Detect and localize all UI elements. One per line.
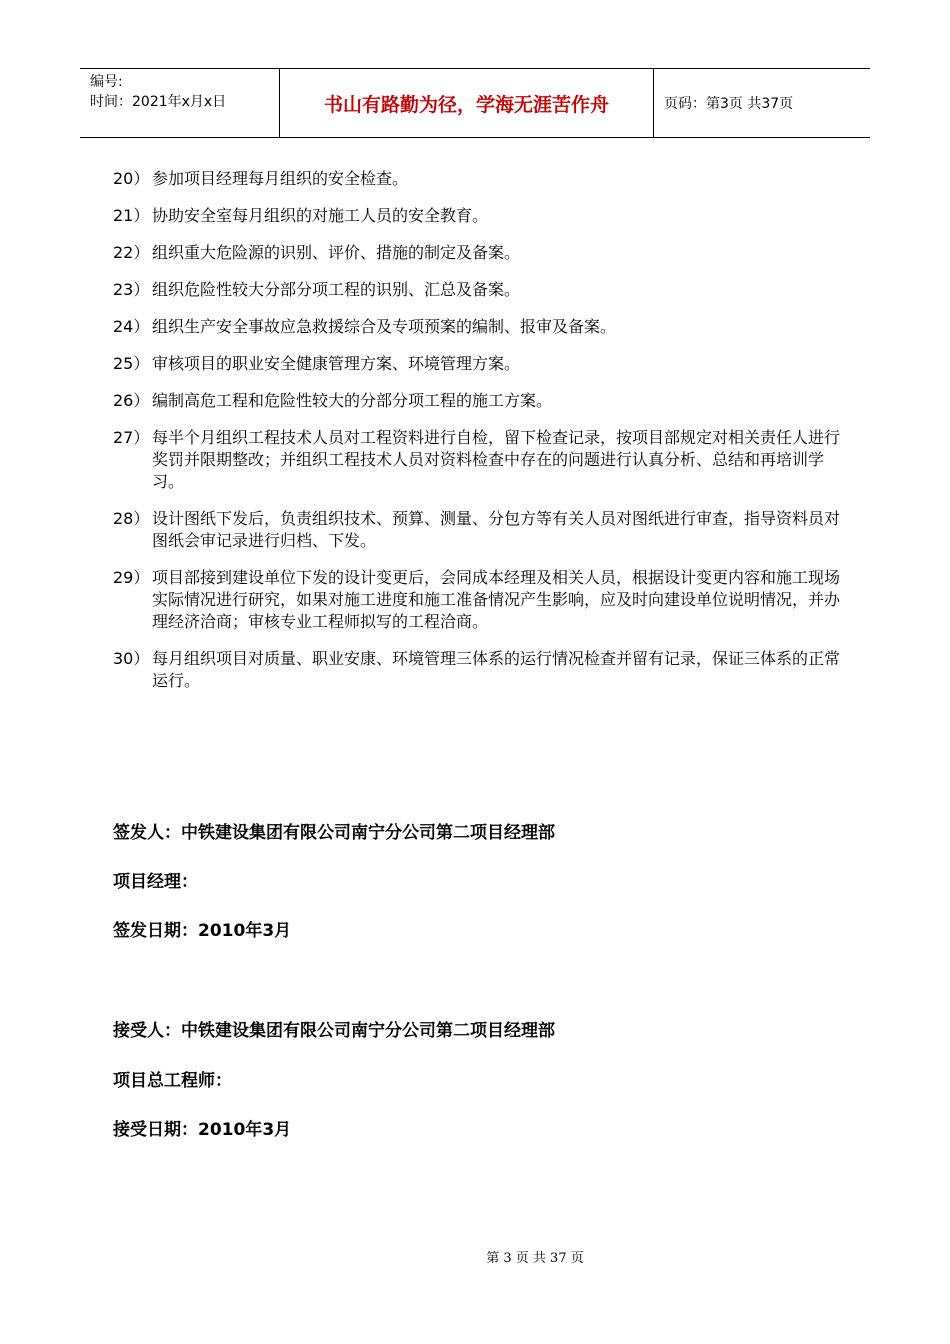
list-item: [113, 205, 843, 227]
item-text: 组织危险性较大分部分项工程的识别、汇总及备案。: [152, 280, 521, 299]
item-number: 20）: [113, 169, 150, 188]
item-number: 27）: [113, 428, 150, 447]
list-item: [113, 279, 843, 301]
item-number: 24）: [113, 317, 150, 336]
item-text: 每半个月组织工程技术人员对工程资料进行自检，留下检查记录，按项目部规定对相关责任人进行奖罚并限期整改；并组织工程技术人员对资料检查中存在的问题进行认真分析、总结和再培训学习。: [152, 428, 841, 491]
issue-date-line: 签发日期：2010年3月: [113, 921, 292, 941]
item-number: 28）: [113, 509, 150, 528]
item-text: 参加项目经理每月组织的安全检查。: [152, 169, 409, 188]
item-text: 组织生产安全事故应急救援综合及专项预案的编制、报审及备案。: [152, 317, 617, 336]
list-item: [113, 353, 843, 375]
list-item: [113, 316, 843, 338]
item-number: 26）: [113, 391, 150, 410]
list-item: [113, 567, 843, 633]
item-number: 23）: [113, 280, 150, 299]
chief-engineer-line: 项目总工程师：: [113, 1071, 232, 1091]
header-motto: 书山有路勤为径，学海无涯苦作舟: [280, 69, 654, 137]
list-item: [113, 242, 843, 264]
list-item: [113, 427, 843, 493]
list-item: [113, 648, 843, 692]
list-item: [113, 390, 843, 412]
receive-date-line: 接受日期：2010年3月: [113, 1120, 292, 1140]
time-label: 时间：2021年x月x日: [90, 94, 227, 110]
duty-list: [113, 168, 843, 707]
item-text: 组织重大危险源的识别、评价、措施的制定及备案。: [152, 243, 521, 262]
item-number: 22）: [113, 243, 150, 262]
issuer-line: 签发人：中铁建设集团有限公司南宁分公司第二项目经理部: [113, 823, 555, 843]
header-meta: [80, 69, 280, 137]
item-text: 协助安全室每月组织的对施工人员的安全教育。: [152, 206, 489, 225]
list-item: [113, 508, 843, 552]
page-header: [80, 68, 870, 138]
item-number: 21）: [113, 206, 150, 225]
project-manager-line: 项目经理：: [113, 872, 198, 892]
item-number: 30）: [113, 649, 150, 668]
list-item: [113, 168, 843, 190]
header-page-label: 页码：第3页 共37页: [664, 96, 794, 112]
item-text: 设计图纸下发后，负责组织技术、预算、测量、分包方等有关人员对图纸进行审查，指导资料员对图纸会审记录进行归档、下发。: [152, 509, 841, 550]
receiver-line: 接受人：中铁建设集团有限公司南宁分公司第二项目经理部: [113, 1021, 555, 1041]
page-footer: 第 3 页 共 37 页: [486, 1251, 584, 1266]
item-text: 项目部接到建设单位下发的设计变更后，会同成本经理及相关人员，根据设计变更内容和施工现场实际情况进行研究，如果对施工进度和施工准备情况产生影响，应及时向建设单位说明情况，并办理经济洽商；审核专业工程师拟写的工程洽商。: [152, 568, 841, 631]
item-text: 编制高危工程和危险性较大的分部分项工程的施工方案。: [152, 391, 553, 410]
item-number: 29）: [113, 568, 150, 587]
item-number: 25）: [113, 354, 150, 373]
item-text: 审核项目的职业安全健康管理方案、环境管理方案。: [152, 354, 521, 373]
number-label: 编号:: [90, 74, 123, 90]
item-text: 每月组织项目对质量、职业安康、环境管理三体系的运行情况检查并留有记录，保证三体系的正常运行。: [152, 649, 841, 690]
